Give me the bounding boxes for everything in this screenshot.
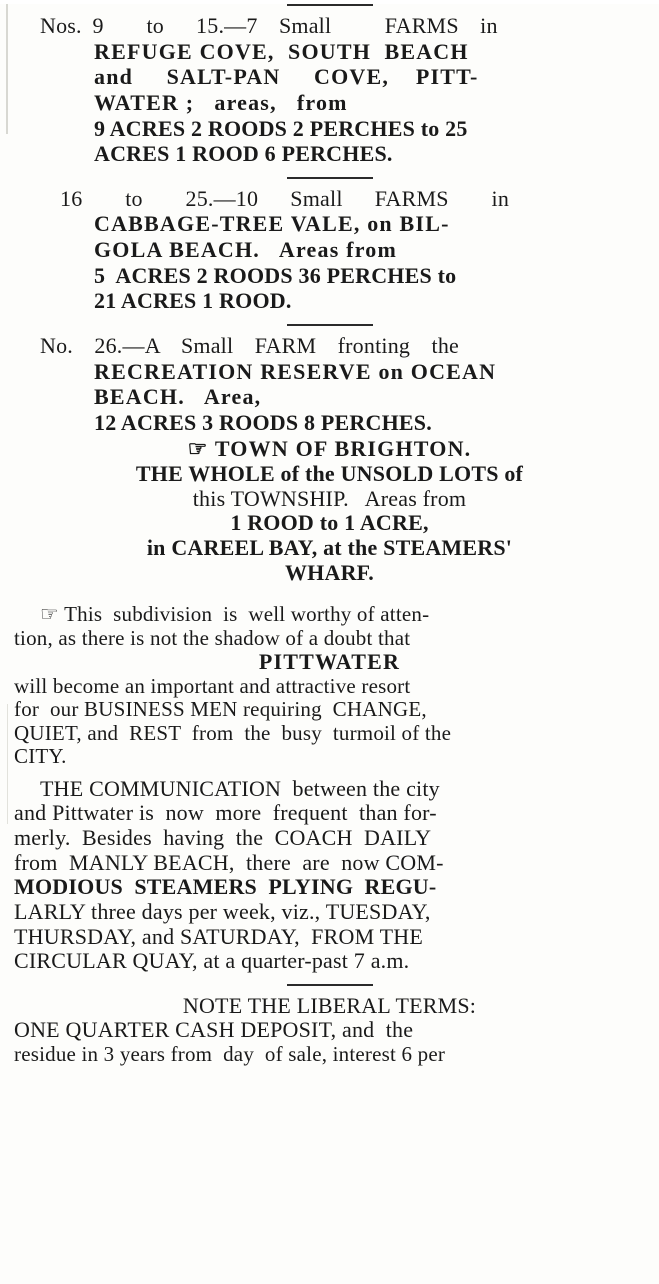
terms-line: ONE QUARTER CASH DEPOSIT, and the — [14, 1017, 414, 1043]
section-lot-26 — [14, 334, 645, 436]
section-subdivision-note — [14, 603, 645, 769]
lot-line: 21 ACRES 1 ROOD. — [94, 288, 292, 314]
section-terms — [14, 994, 645, 1067]
note-line: CITY. — [14, 744, 67, 769]
comm-line: THURSDAY, and SATURDAY, FROM THE — [14, 923, 424, 949]
terms-heading: NOTE THE LIBERAL TERMS: — [182, 992, 477, 1018]
note-line: QUIET, and REST from the busy turmoil of the — [14, 720, 452, 745]
note-line: ☞ This subdivision is well worthy of atten- — [40, 602, 430, 627]
rule-divider — [287, 177, 373, 179]
lot-line: BEACH. Area, — [94, 384, 262, 410]
terms-line: residue in 3 years from day of sale, interest 6 per — [14, 1042, 446, 1067]
brighton-line: THE WHOLE of the UNSOLD LOTS of — [135, 461, 524, 486]
lot-line: and SALT-PAN COVE, PITT- — [94, 64, 479, 90]
comm-line: from MANLY BEACH, there are now COM- — [14, 849, 444, 875]
comm-line: THE COMMUNICATION between the city — [40, 775, 440, 801]
lot-line: 12 ACRES 3 ROODS 8 PERCHES. — [94, 409, 432, 435]
lot-line: WATER ; areas, from — [94, 89, 348, 115]
lot-line: ACRES 1 ROOD 6 PERCHES. — [94, 141, 393, 167]
lot-line: 16 to 25.—10 Small FARMS in — [60, 185, 510, 211]
comm-line: MODIOUS STEAMERS PLYING REGU- — [14, 874, 437, 900]
column-rule — [6, 4, 8, 134]
brighton-line: this TOWNSHIP. Areas from — [192, 485, 467, 511]
rule-divider — [287, 4, 373, 6]
rule-divider — [287, 324, 373, 326]
lot-line: RECREATION RESERVE on OCEAN — [94, 358, 497, 384]
rule-divider — [287, 984, 373, 986]
lot-line: 5 ACRES 2 ROODS 36 PERCHES to — [94, 262, 457, 288]
lot-line: Nos. 9 to 15.—7 Small FARMS in — [40, 13, 498, 38]
comm-line: and Pittwater is now more frequent than for- — [14, 800, 437, 826]
brighton-line: in CAREEL BAY, at the STEAMERS' — [146, 534, 513, 560]
section-lots-16-25 — [14, 187, 645, 314]
lot-line: 9 ACRES 2 ROODS 2 PERCHES to 25 — [94, 115, 468, 141]
brighton-line: WHARF. — [284, 559, 374, 585]
comm-line: merly. Besides having the COACH DAILY — [14, 825, 432, 851]
section-town-of-brighton — [14, 437, 645, 585]
lot-line: REFUGE COVE, SOUTH BEACH — [94, 38, 469, 64]
note-line: tion, as there is not the shadow of a doubt that — [14, 625, 411, 650]
advertisement-page — [0, 4, 659, 1284]
lot-line: CABBAGE-TREE VALE, on BIL- — [94, 211, 450, 237]
section-lots-9-15 — [14, 14, 645, 167]
comm-line: CIRCULAR QUAY, at a quarter-past 7 a.m. — [14, 948, 410, 974]
comm-line: LARLY three days per week, viz., TUESDAY, — [14, 898, 431, 924]
pittwater-heading: PITTWATER — [258, 649, 401, 675]
column-rule-lower — [7, 704, 8, 824]
section-communication — [14, 777, 645, 974]
lot-line: GOLA BEACH. Areas from — [94, 237, 397, 262]
note-line: will become an important and attractive resort — [14, 673, 411, 698]
brighton-heading: ☞ TOWN OF BRIGHTON. — [187, 436, 472, 462]
lot-line: No. 26.—A Small FARM fronting the — [40, 332, 459, 358]
note-line: for our BUSINESS MEN requiring CHANGE, — [14, 697, 427, 722]
brighton-line: 1 ROOD to 1 ACRE, — [230, 510, 429, 536]
